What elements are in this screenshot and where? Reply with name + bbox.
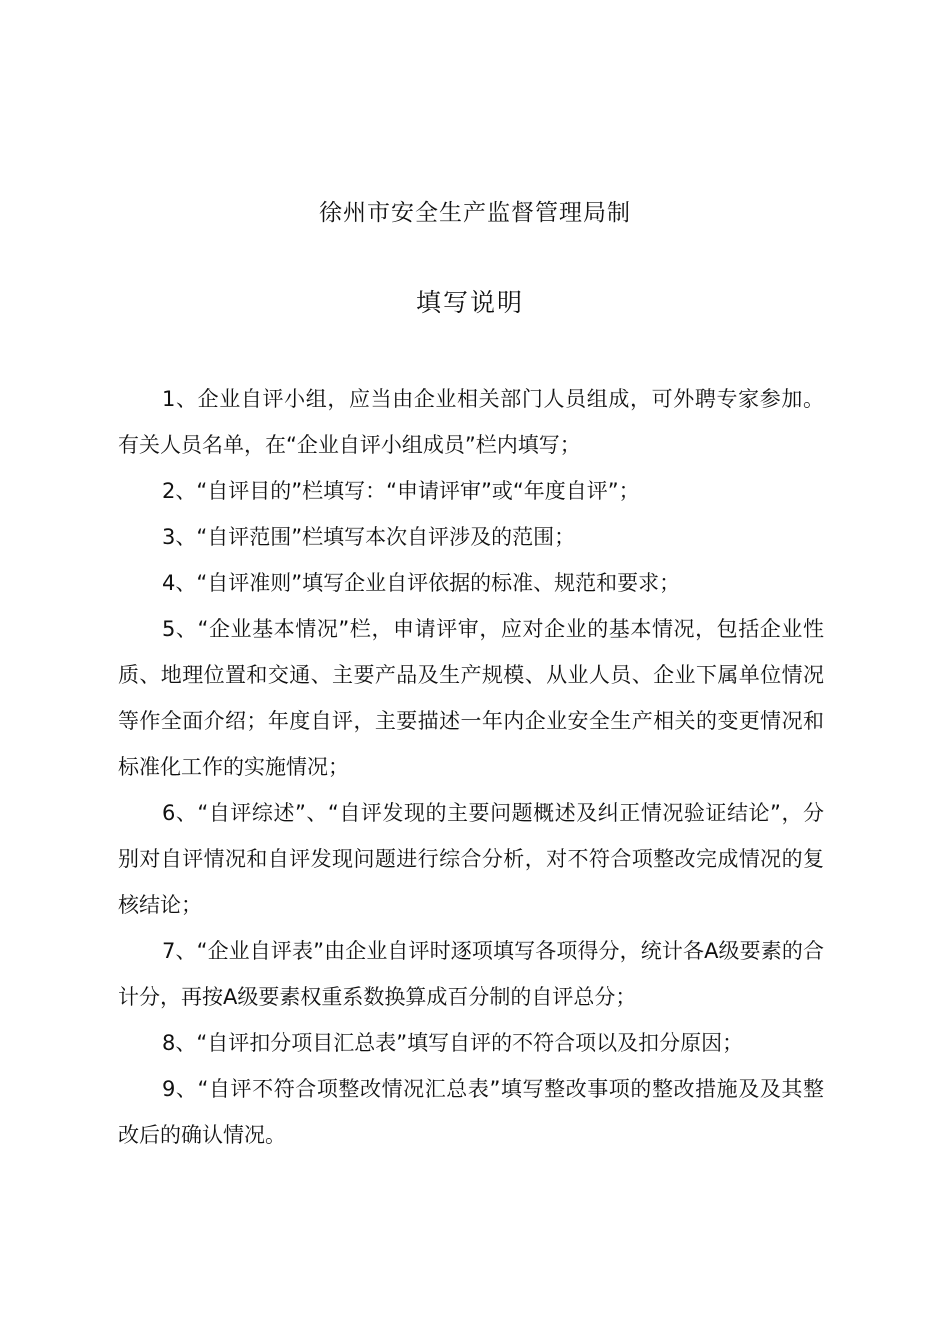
issuing-authority: 徐州市安全生产监督管理局制	[319, 200, 631, 226]
instruction-item-2: 2、“自评目的”栏填写：“申请评审”或“年度自评”；	[162, 479, 640, 503]
instruction-item-5: 5、“企业基本情况”栏，申请评审，应对企业的基本情况，包括企业性质、地理位置和交通、主要产品及生产规模、从业人员、企业下属单位情况等作全面介绍；年度自评，主要描述一年内企业安全生产相关的变更情况和标准化工作的实施情况；	[118, 617, 824, 779]
instruction-item-4: 4、“自评准则”填写企业自评依据的标准、规范和要求；	[162, 571, 681, 595]
instruction-item-1: 1、企业自评小组，应当由企业相关部门人员组成，可外聘专家参加。有关人员名单，在“企业自评小组成员”栏内填写；	[118, 387, 824, 457]
page-title: 填写说明	[415, 288, 524, 317]
instructions-list	[118, 376, 824, 1158]
instruction-item-8: 8、“自评扣分项目汇总表”填写自评的不符合项以及扣分原因；	[162, 1031, 744, 1055]
instruction-item-9: 9、“自评不符合项整改情况汇总表”填写整改事项的整改措施及及其整改后的确认情况。	[118, 1077, 824, 1147]
instruction-item-6: 6、“自评综述”、“自评发现的主要问题概述及纠正情况验证结论”，分别对自评情况和自评发现问题进行综合分析，对不符合项整改完成情况的复核结论；	[118, 801, 824, 917]
instruction-item-3: 3、“自评范围”栏填写本次自评涉及的范围；	[162, 525, 576, 549]
instruction-item-7: 7、“企业自评表”由企业自评时逐项填写各项得分，统计各A级要素的合计分，再按A级要素权重系数换算成百分制的自评总分；	[118, 939, 824, 1009]
